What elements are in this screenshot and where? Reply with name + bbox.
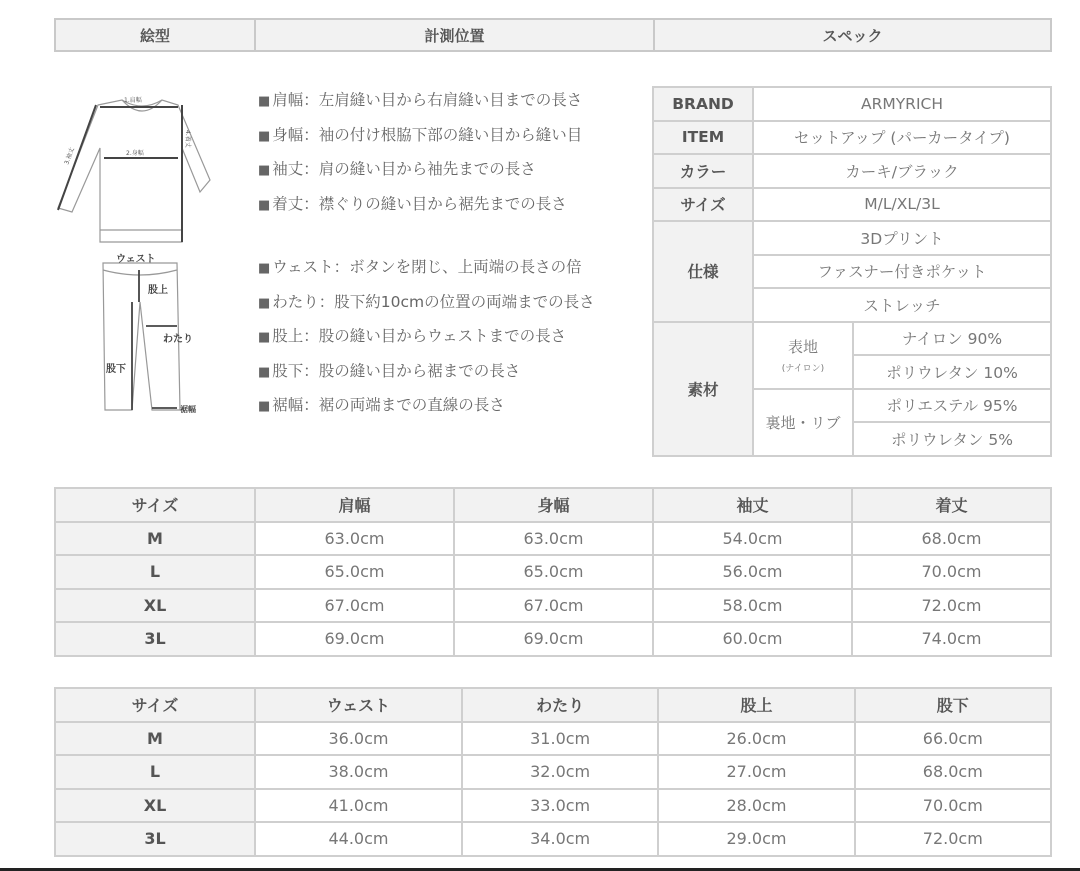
table-row [55,722,1051,756]
lining-label: 裏地・リブ [753,389,853,456]
value-cell: 32.0cm [462,755,658,789]
material-value: ナイロン 90% [853,322,1051,356]
color-value: カーキ/ブラック [753,154,1051,188]
top-size-table [54,487,1052,657]
size-cell: L [55,555,255,589]
svg-text:裾幅: 裾幅 [180,405,196,414]
value-cell: 36.0cm [255,722,462,756]
feature-value: ファスナー付きポケット [753,255,1051,289]
value-cell: 29.0cm [658,822,854,856]
size-cell: 3L [55,822,255,856]
value-cell: 28.0cm [658,789,854,823]
measurement-item: ■ 裾幅：裾の両端までの直線の長さ [258,396,505,414]
size-cell: M [55,722,255,756]
hoodie-pants-illustration-icon [50,80,250,425]
table-row [55,555,1051,589]
value-cell: 65.0cm [255,555,454,589]
value-cell: 63.0cm [255,522,454,556]
bullet-square-icon: ■ [258,94,271,109]
top-measurement-list [258,84,582,222]
svg-text:2.身幅: 2.身幅 [126,150,144,157]
bullet-square-icon: ■ [258,399,271,414]
svg-text:3.袖丈: 3.袖丈 [63,146,76,166]
value-cell: 41.0cm [255,789,462,823]
item-value: セットアップ (パーカータイプ) [753,121,1051,155]
material-label: 素材 [653,322,753,456]
outer-fabric-label: 表地 (ナイロン) [753,322,853,389]
value-cell: 65.0cm [454,555,653,589]
value-cell: 66.0cm [855,722,1051,756]
column-header: 股下 [855,688,1051,722]
value-cell: 26.0cm [658,722,854,756]
value-cell: 38.0cm [255,755,462,789]
bullet-square-icon: ■ [258,295,271,311]
bullet-square-icon: ■ [258,128,271,144]
value-cell: 44.0cm [255,822,462,856]
color-label: カラー [653,154,753,188]
column-header: 着丈 [852,488,1051,522]
column-header: 袖丈 [653,488,852,522]
header-illustration: 絵型 [55,19,255,51]
value-cell: 27.0cm [658,755,854,789]
table-row [55,755,1051,789]
svg-text:股上: 股上 [148,285,168,296]
value-cell: 74.0cm [852,622,1051,656]
column-header: わたり [462,688,658,722]
value-cell: 72.0cm [852,589,1051,623]
table-row [55,822,1051,856]
header-measurement: 計測位置 [255,19,654,51]
svg-text:ウェスト: ウェスト [116,254,156,265]
measurement-item: ■ 着丈：襟ぐりの縫い目から裾先までの長さ [258,194,567,213]
measurement-item: ■ 袖丈：肩の縫い目から袖先までの長さ [258,160,536,178]
column-header: サイズ [55,488,255,522]
header-table [54,18,1052,52]
value-cell: 56.0cm [653,555,852,589]
column-header: サイズ [55,688,255,722]
table-row [55,789,1051,823]
bullet-square-icon: ■ [258,163,271,178]
column-header: ウェスト [255,688,462,722]
material-value: ポリエステル 95% [853,389,1051,423]
column-header: 身幅 [454,488,653,522]
value-cell: 63.0cm [454,522,653,556]
measurement-item: ■ 股下：股の縫い目から裾までの長さ [258,361,521,380]
item-label: ITEM [653,121,753,155]
measurement-item: ■ ウェスト：ボタンを閉じ、上両端の長さの倍 [258,258,582,276]
table-row [55,589,1051,623]
measurement-item: ■ わたり：股下約10cmの位置の両端までの長さ [258,292,595,311]
feature-value: ストレッチ [753,288,1051,322]
bottom-measurement-list [258,251,595,424]
value-cell: 31.0cm [462,722,658,756]
svg-text:わたり: わたり [163,334,193,345]
material-value: ポリウレタン 5% [853,422,1051,456]
spec-table [652,86,1052,457]
bullet-square-icon: ■ [258,197,271,213]
measurement-item: ■ 股上：股の縫い目からウェストまでの長さ [258,327,567,345]
table-row [55,522,1051,556]
size-cell: 3L [55,622,255,656]
measurement-item: ■ 肩幅：左肩縫い目から右肩縫い目までの長さ [258,91,583,109]
table-header-row [55,688,1051,722]
value-cell: 67.0cm [255,589,454,623]
value-cell: 69.0cm [454,622,653,656]
material-value: ポリウレタン 10% [853,355,1051,389]
value-cell: 69.0cm [255,622,454,656]
column-header: 股上 [658,688,854,722]
table-row [55,622,1051,656]
measurement-item: ■ 身幅：袖の付け根脇下部の縫い目から縫い目 [258,125,583,144]
bullet-square-icon: ■ [258,330,271,345]
brand-label: BRAND [653,87,753,121]
brand-value: ARMYRICH [753,87,1051,121]
table-header-row [55,488,1051,522]
garment-diagram [50,80,250,425]
size-value: M/L/XL/3L [753,188,1051,222]
size-cell: XL [55,789,255,823]
bottom-size-table [54,687,1052,857]
feature-value: 3Dプリント [753,221,1051,255]
value-cell: 68.0cm [855,755,1051,789]
value-cell: 67.0cm [454,589,653,623]
value-cell: 60.0cm [653,622,852,656]
size-cell: XL [55,589,255,623]
value-cell: 54.0cm [653,522,852,556]
header-spec: スペック [654,19,1051,51]
value-cell: 34.0cm [462,822,658,856]
bullet-square-icon: ■ [258,364,271,380]
value-cell: 68.0cm [852,522,1051,556]
svg-text:4.着丈: 4.着丈 [184,130,191,148]
feature-label: 仕様 [653,221,753,322]
value-cell: 70.0cm [852,555,1051,589]
size-cell: L [55,755,255,789]
size-label: サイズ [653,188,753,222]
svg-text:股下: 股下 [106,364,126,375]
size-cell: M [55,522,255,556]
bullet-square-icon: ■ [258,261,271,276]
svg-text:1.肩幅: 1.肩幅 [124,97,142,104]
value-cell: 58.0cm [653,589,852,623]
value-cell: 72.0cm [855,822,1051,856]
value-cell: 33.0cm [462,789,658,823]
column-header: 肩幅 [255,488,454,522]
value-cell: 70.0cm [855,789,1051,823]
